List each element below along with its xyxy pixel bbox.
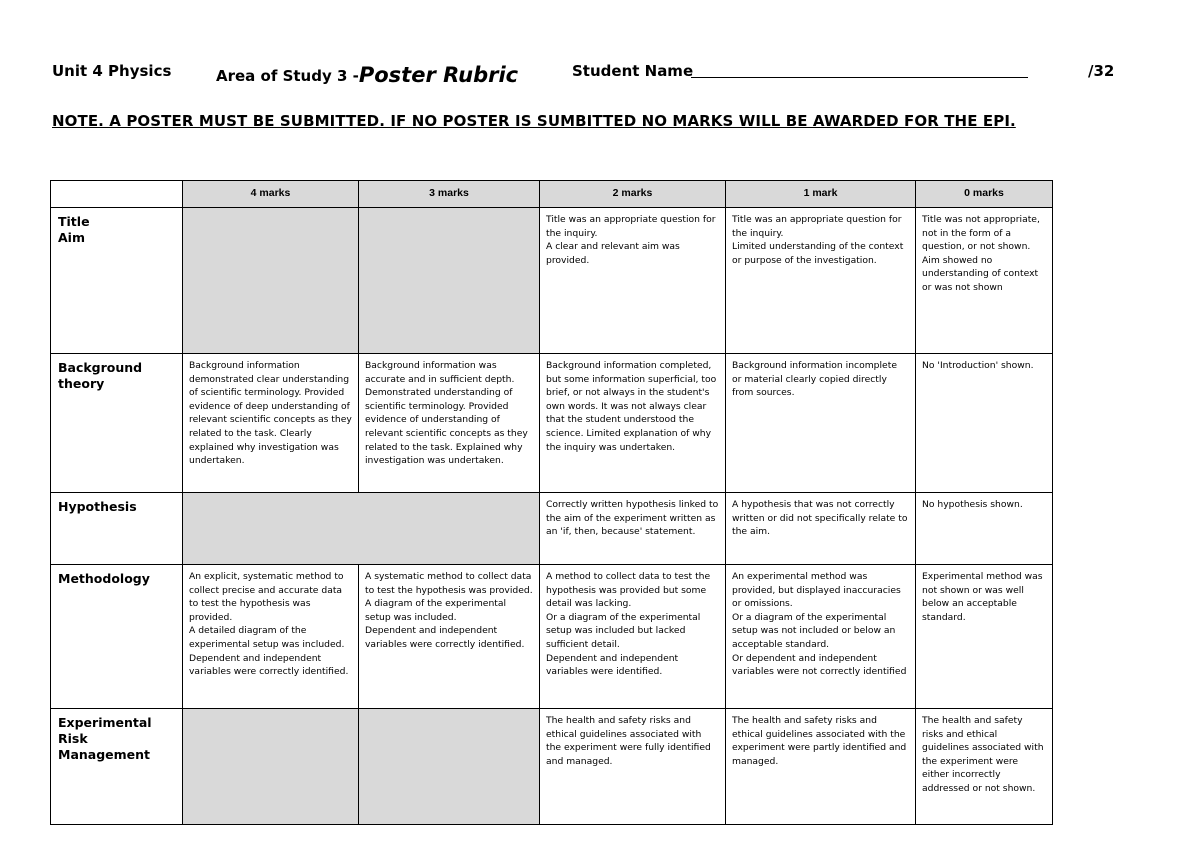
rubric-row-risk: [51, 709, 1053, 825]
rubric-cell: Title was not appropriate, not in the form of a question, or not shown. Aim showed no understanding of context or was not shown: [916, 208, 1053, 354]
column-header: 3 marks: [359, 181, 540, 208]
empty-cell: [359, 208, 540, 354]
page-header: [0, 56, 1200, 86]
rubric-table: [50, 180, 1053, 825]
rubric-cell: The health and safety risks and ethical guidelines associated with the experiment were either incorrectly addressed or not shown.: [916, 709, 1053, 825]
empty-cell: [359, 709, 540, 825]
rubric-title: Poster Rubric: [358, 63, 519, 87]
rubric-cell: Background information was accurate and in sufficient depth. Demonstrated understanding of scientific terminology. Provided evidence of understanding of relevant scientific concepts as they related to the task. Explained why investigation was undertaken.: [359, 354, 540, 493]
criterion-label: Methodology: [51, 565, 183, 709]
empty-cell: [183, 208, 359, 354]
rubric-cell: Background information completed, but some information superficial, too brief, or not always in the student's own words. It was not always clear that the student understood the science. Limited explanation of why the inquiry was undertaken.: [540, 354, 726, 493]
rubric-cell: A hypothesis that was not correctly written or did not specifically relate to the aim.: [726, 493, 916, 565]
rubric-cell: An experimental method was provided, but displayed inaccuracies or omissions. Or a diagram of the experimental setup was not included or below an acceptable standard. Or dependent and independent variables were not correctly identified: [726, 565, 916, 709]
unit-title: Unit 4 Physics: [52, 62, 172, 80]
rubric-cell: No hypothesis shown.: [916, 493, 1053, 565]
area-of-study: [216, 62, 518, 86]
rubric-header-row: [51, 181, 1053, 208]
rubric-row-background: [51, 354, 1053, 493]
column-header: 2 marks: [540, 181, 726, 208]
rubric-cell: Title was an appropriate question for the inquiry. Limited understanding of the context or purpose of the investigation.: [726, 208, 916, 354]
rubric-cell: A method to collect data to test the hypothesis was provided but some detail was lacking. Or a diagram of the experimental setup was included but lacked sufficient detail. Dependent and independent variables were identified.: [540, 565, 726, 709]
corner-cell: [51, 181, 183, 208]
submission-note: NOTE. A POSTER MUST BE SUBMITTED. IF NO POSTER IS SUMBITTED NO MARKS WILL BE AWARDED FOR THE EPI.: [52, 112, 1016, 130]
rubric-cell: No 'Introduction' shown.: [916, 354, 1053, 493]
rubric-cell: The health and safety risks and ethical guidelines associated with the experiment were partly identified and managed.: [726, 709, 916, 825]
rubric-cell: An explicit, systematic method to collect precise and accurate data to test the hypothesis was provided. A detailed diagram of the experimental setup was included. Dependent and independent variables were correctly identified.: [183, 565, 359, 709]
column-header: 4 marks: [183, 181, 359, 208]
area-prefix: Area of Study 3 -: [216, 67, 359, 85]
empty-cell: [183, 493, 540, 565]
rubric-row-hypothesis: [51, 493, 1053, 565]
rubric-row-methodology: [51, 565, 1053, 709]
criterion-label: Title Aim: [51, 208, 183, 354]
rubric-cell: Correctly written hypothesis linked to the aim of the experiment written as an 'if, then, because' statement.: [540, 493, 726, 565]
rubric-cell: Background information demonstrated clear understanding of scientific terminology. Provided evidence of deep understanding of relevant scientific concepts as they related to the task. Clearly explained why investigation was undertaken.: [183, 354, 359, 493]
rubric-cell: Background information incomplete or material clearly copied directly from sources.: [726, 354, 916, 493]
criterion-label: Background theory: [51, 354, 183, 493]
rubric-cell: Title was an appropriate question for the inquiry. A clear and relevant aim was provided.: [540, 208, 726, 354]
rubric-cell: A systematic method to collect data to test the hypothesis was provided. A diagram of the experimental setup was included. Dependent and independent variables were correctly identified.: [359, 565, 540, 709]
rubric-row-title-aim: [51, 208, 1053, 354]
rubric-cell: The health and safety risks and ethical guidelines associated with the experiment were fully identified and managed.: [540, 709, 726, 825]
total-score: /32: [1088, 62, 1115, 80]
student-name-label: Student Name: [572, 62, 694, 80]
column-header: 0 marks: [916, 181, 1053, 208]
criterion-label: Experimental Risk Management: [51, 709, 183, 825]
rubric-cell: Experimental method was not shown or was well below an acceptable standard.: [916, 565, 1053, 709]
column-header: 1 mark: [726, 181, 916, 208]
criterion-label: Hypothesis: [51, 493, 183, 565]
empty-cell: [183, 709, 359, 825]
student-name-field[interactable]: [691, 77, 1028, 78]
